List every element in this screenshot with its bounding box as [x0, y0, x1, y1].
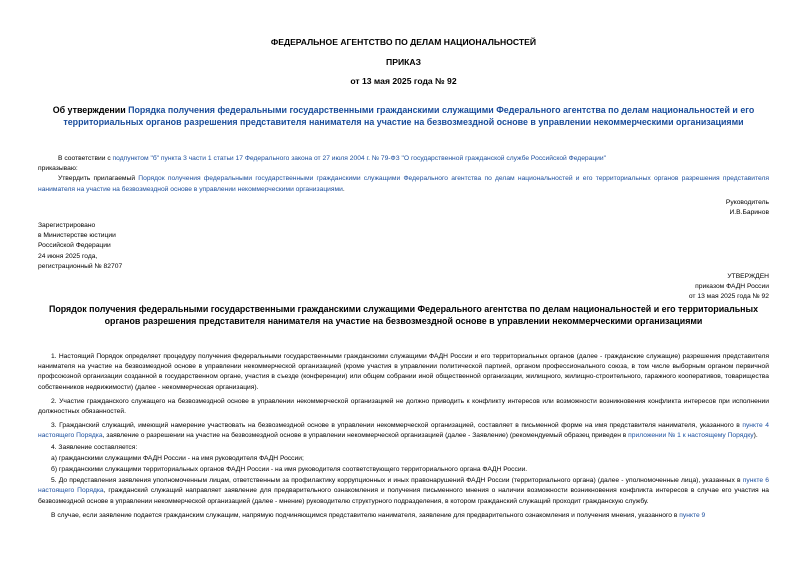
order-word: приказываю: — [38, 165, 78, 173]
agency-name: ФЕДЕРАЛЬНОЕ АГЕНТСТВО ПО ДЕЛАМ НАЦИОНАЛЬНОСТЕЙ — [270, 37, 537, 47]
paragraph-3 — [38, 421, 769, 441]
point-9-link[interactable]: пункте 9 — [679, 511, 706, 519]
registration-line: Российской Федерации — [38, 242, 111, 250]
approve-text: Утвердить прилагаемый — [58, 175, 139, 183]
document-title — [40, 104, 767, 128]
signature-block — [726, 198, 769, 218]
paragraph-4: 4. Заявление составляется: — [51, 443, 138, 451]
paragraph-3-text: , заявление о разрешении на участие на безвозмездной основе в управлении некоммерческой организацией (далее - Заявление) (рекомендуемый образец приведен в — [102, 432, 629, 440]
point-4-link[interactable]: пункте 4 настоящего Порядка — [38, 422, 769, 440]
registration-block — [38, 221, 122, 272]
registration-line: в Министерстве юстиции — [38, 232, 116, 240]
paragraph-3-text: 3. Гражданский служащий, имеющий намерение участвовать на безвозмездной основе в управлении некоммерческой организацией, составляет в письменной форме на имя представителя нанимателя, указанного в — [51, 422, 743, 430]
paragraph-1: 1. Настоящий Порядок определяет процедуру получения федеральными государственными гражданскими служащими ФАДН России и его территориальных органов (далее - гражданские служащие) разрешения представителя нанимателя на участие на безвозмездной основе в управлении некоммерческой организацией (кроме участия в управлении политической партией, органом профессионального союза, в том числе выборным органом первичной профсоюзной организации созданной в государственном органе, участия в съезде (конференции) или общем собрании иной общественной организации, жилищного, жилищно-строительного, гаражного кооперативов, товарищества собственников недвижимости) (далее - некоммерческая организация). — [38, 353, 769, 391]
paragraph-4b: б) гражданскими служащими территориальных органов ФАДН России - на имя руководителя соответствующего территориального органа ФАДН России. — [51, 466, 528, 474]
paragraph-5 — [38, 476, 769, 507]
registration-line: 24 июня 2025 года, — [38, 252, 98, 260]
federal-law-link[interactable]: подпунктом "б" пункта 3 части 1 статьи 17 Федерального закона от 27 июля 2004 г. № 79-ФЗ "О государственной гражданской службе Российской Федерации" — [112, 155, 607, 162]
document-date-number: от 13 мая 2025 года № 92 — [350, 76, 457, 86]
procedure-title: Порядок получения федеральными государственными гражданскими служащими Федерального агентства по делам национальностей и его территориальных органов разрешения представителя нанимателя на участие на безвозмездной основе в управлении некоммерческими организациями — [48, 304, 759, 326]
paragraph-6 — [38, 511, 769, 521]
approval-line: УТВЕРЖДЕН — [727, 273, 769, 280]
preamble — [38, 154, 769, 195]
paragraph-5-text: 5. До представления заявления уполномоченным лицам, ответственным за профилактику коррупционных и иных правонарушений ФАДН России (территориального органа) (далее - уполномоченные лица), указанных в — [51, 477, 743, 485]
paragraph-3-text: ). — [753, 432, 758, 440]
preamble-text: В соответствии с — [58, 155, 113, 162]
paragraph-2: 2. Участие гражданского служащего на безвозмездной основе в управлении некоммерческой организацией не должно приводить к конфликту интересов или возможности возникновения конфликта интересов при исполнении должностных обязанностей. — [38, 397, 769, 416]
paragraph-4a: а) гражданскими служащими ФАДН России - на имя руководителя ФАДН России; — [51, 454, 304, 462]
title-prefix: Об утверждении — [52, 105, 129, 115]
procedure-link[interactable]: Порядок получения федеральными государственными гражданскими служащими Федерального агентства по делам национальностей и его территориальных органов разрешения представителя нанимателя на участие на безвозмездной основе в управлении некоммерческими организациями — [38, 175, 769, 193]
signature-name: И.В.Баринов — [729, 209, 769, 217]
paragraph-5-text: , гражданский служащий направляет заявление для предварительного ознакомления и получения письменного мнения о наличии возможности возникновения конфликта интересов в случае его участия на безвозмездной основе в управлении некоммерческой организацией (далее - мнение) руководителю структурного подразделения, в котором гражданский служащий проходит гражданскую службу. — [38, 487, 769, 505]
point-6-link[interactable]: пункте 6 настоящего Порядка — [38, 477, 770, 495]
registration-line: Зарегистрировано — [38, 222, 96, 229]
approval-line: приказом ФАДН России — [695, 283, 769, 291]
signature-role: Руководитель — [725, 199, 769, 206]
appendix-1-link[interactable]: приложении № 1 к настоящему Порядку — [628, 432, 754, 440]
title-link[interactable]: Порядка получения федеральными государственными гражданскими служащими Федерального агентства по делам национальностей и его территориальных органов разрешения представителя нанимателя на участие на безвозмездной основе в управлении некоммерческими организациями — [63, 105, 755, 127]
registration-line: регистрационный № 82707 — [38, 262, 123, 270]
paragraph-6-text: В случае, если заявление подается гражданским служащим, напрямую подчиняющимся представителю нанимателя, заявление для предварительного ознакомления и получения мнения, указанного в — [51, 511, 680, 519]
approve-end: . — [342, 185, 345, 193]
approval-block — [689, 272, 769, 303]
procedure-body — [38, 352, 769, 521]
document-type: ПРИКАЗ — [386, 57, 421, 67]
approval-line: от 13 мая 2025 года № 92 — [688, 293, 769, 301]
